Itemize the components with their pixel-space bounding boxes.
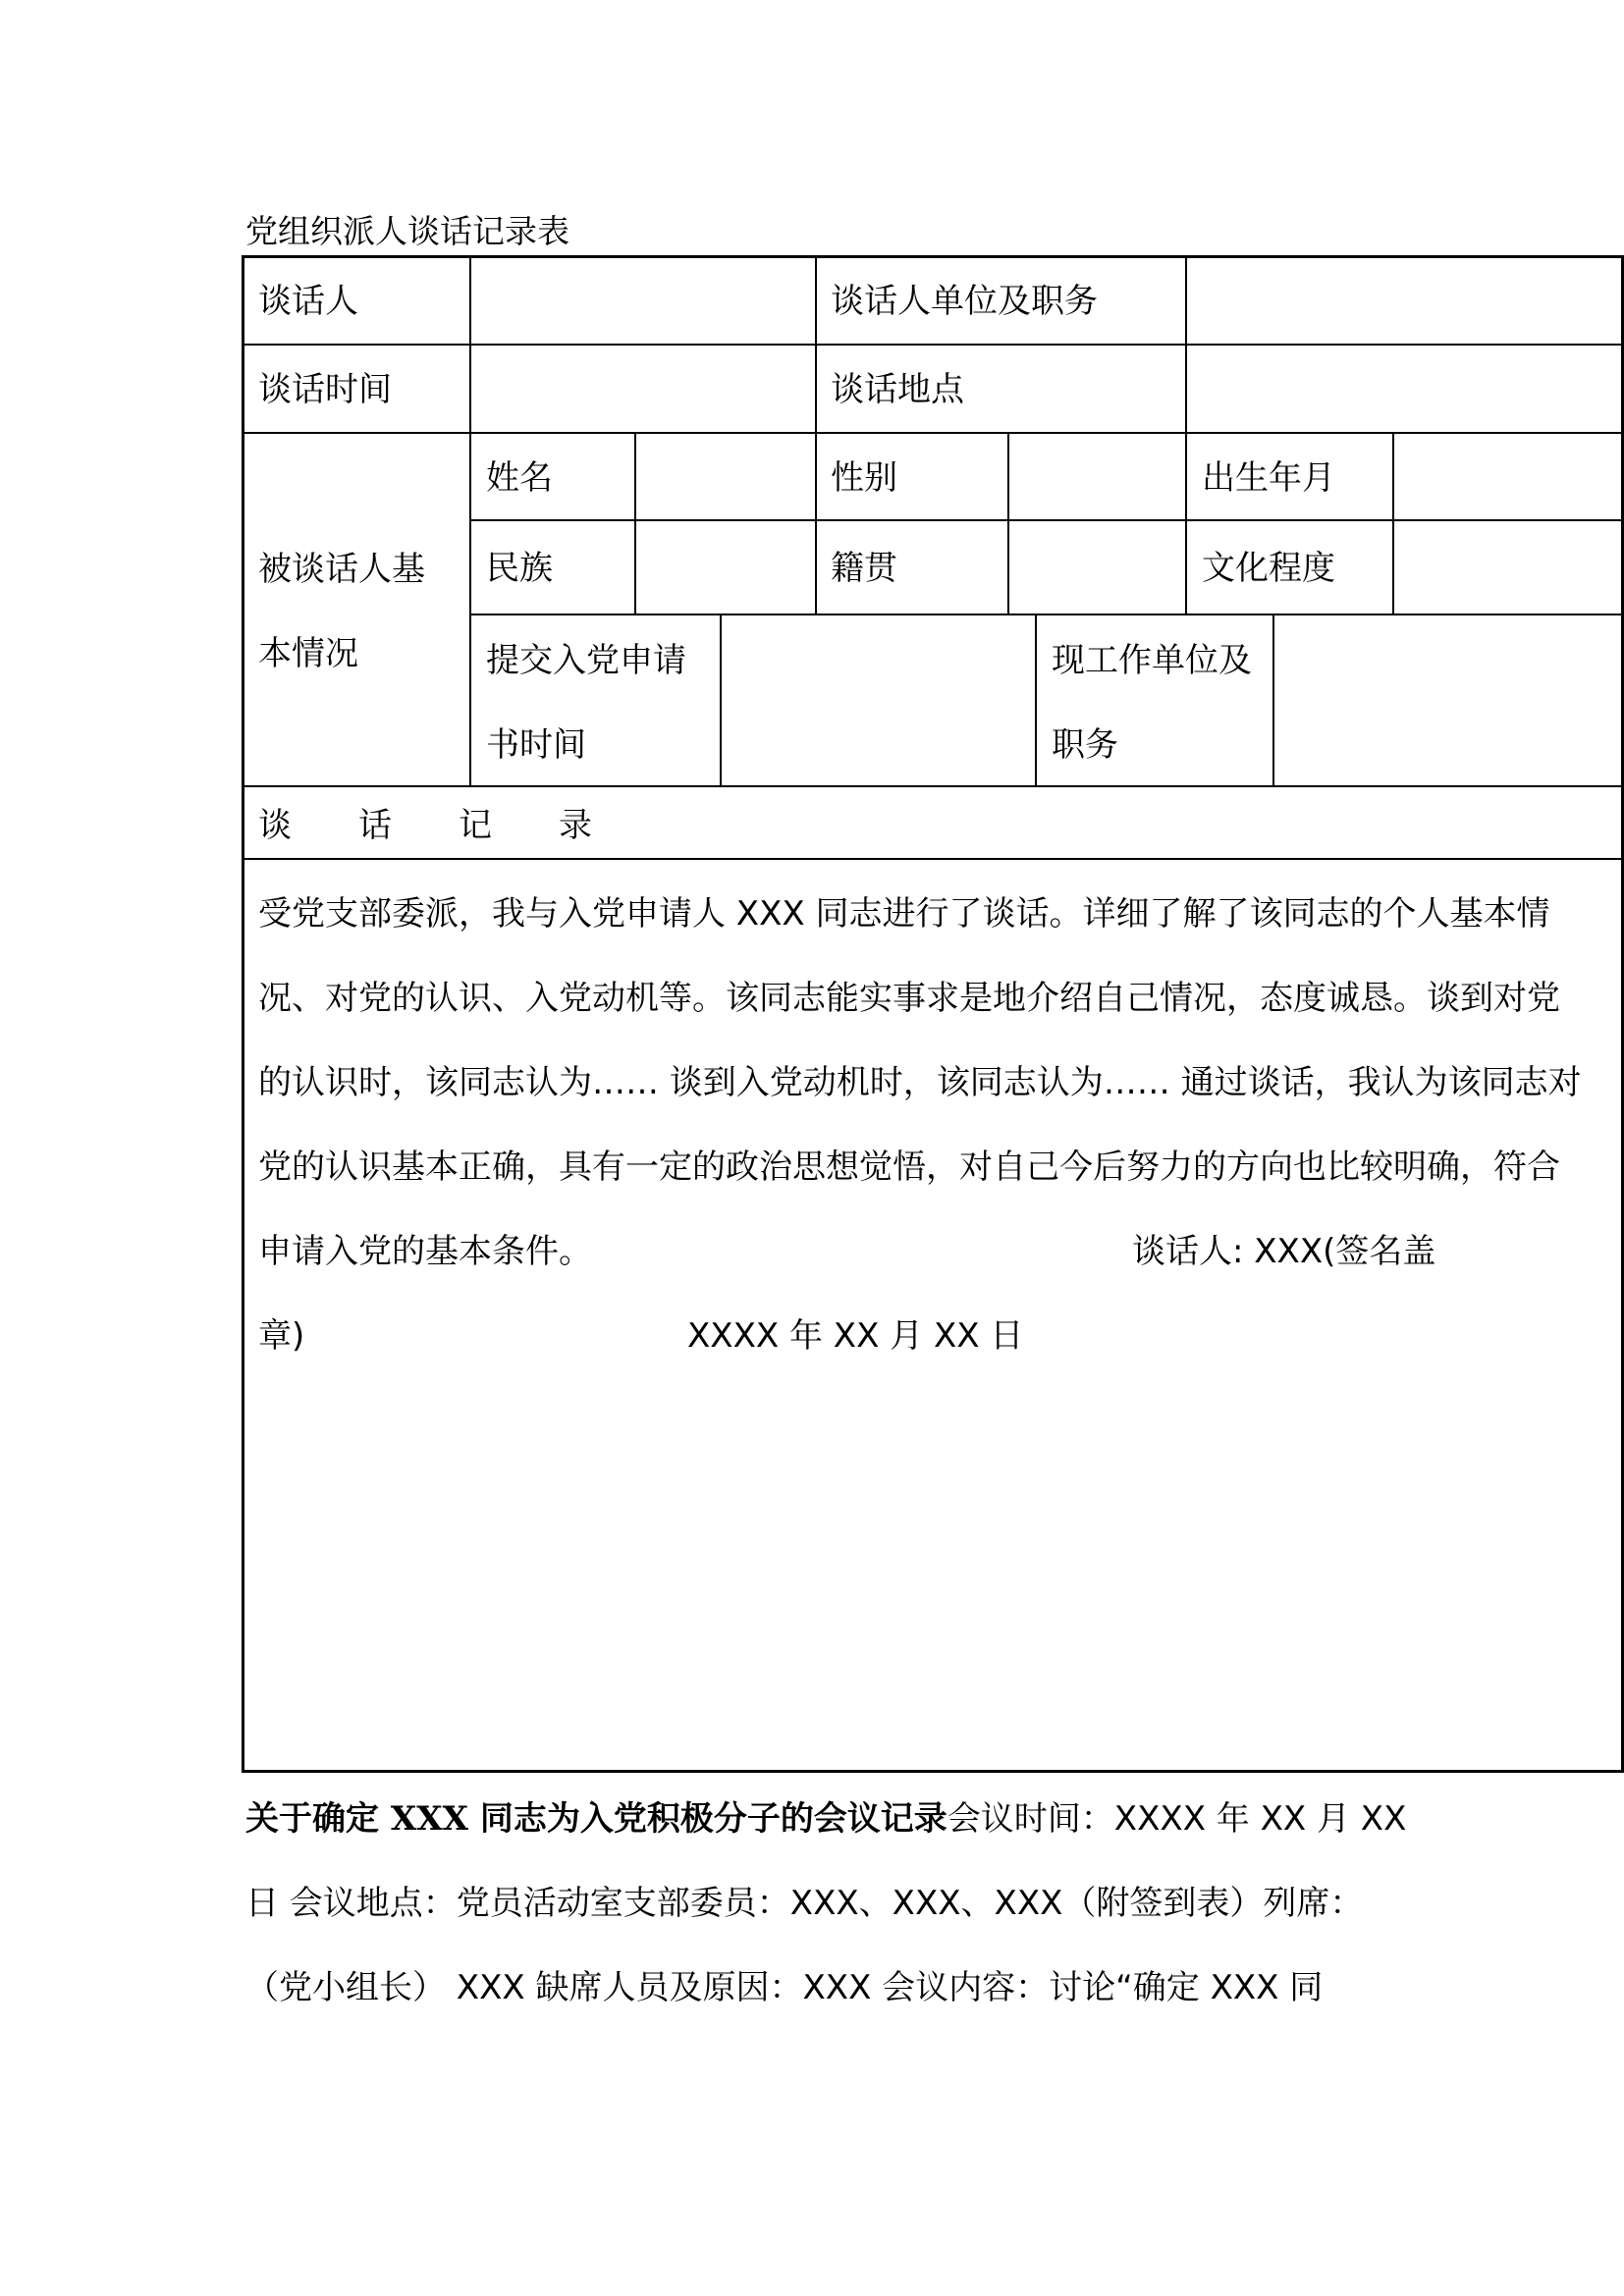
record-line (258, 1209, 1613, 1294)
name-label: 姓名 (486, 458, 553, 498)
record-line (258, 1294, 1613, 1378)
interviewee-group-label-line1: 被谈话人基 (258, 550, 425, 589)
row-divider (470, 519, 1624, 521)
col-divider (469, 255, 471, 786)
record-date: XXXX 年 XX 月 XX 日 (687, 1316, 1024, 1356)
record-conclusion: 申请入党的基本条件。 (258, 1232, 592, 1271)
interview-place-label: 谈话地点 (831, 370, 964, 409)
gender-label: 性别 (831, 458, 897, 498)
record-line: 况、对党的认识、入党动机等。该同志能实事求是地介绍自己情况，态度诚恳。谈到对党 (258, 979, 1560, 1018)
col-divider (1035, 614, 1037, 786)
paragraph-line: （党小组长） XXX 缺席人员及原因：XXX 会议内容：讨论“确定 XXX 同 (245, 1968, 1324, 2007)
page-title: 党组织派人谈话记录表 (245, 212, 569, 250)
col-divider (1185, 255, 1187, 615)
origin-label: 籍贯 (831, 549, 897, 588)
meeting-record-heading: 关于确定 XXX 同志为入党积极分子的会议记录 (245, 1799, 947, 1839)
meeting-record-paragraph (245, 1777, 1522, 2030)
interviewer-label: 谈话人 (258, 282, 358, 321)
table-left-border (242, 255, 244, 1773)
col-divider (720, 614, 722, 786)
row-divider (470, 614, 1624, 615)
signature-label: 谈话人: XXX(签名盖 (1132, 1232, 1436, 1271)
row-divider (242, 344, 1624, 346)
paragraph-line: 日 会议地点：党员活动室支部委员：XXX、XXX、XXX（附签到表）列席： (245, 1884, 1364, 1923)
record-line: 党的认识基本正确，具有一定的政治思想觉悟，对自己今后努力的方向也比较明确，符合 (258, 1148, 1560, 1187)
interviewer-unit-label: 谈话人单位及职务 (831, 282, 1098, 321)
col-divider (1007, 432, 1009, 615)
table-top-border (242, 255, 1624, 258)
record-header: 谈 话 记 录 (258, 806, 592, 845)
work-unit-label-line2: 职务 (1052, 725, 1118, 765)
record-line: 的认识时，该同志认为…… 谈到入党动机时，该同志认为…… 通过谈话，我认为该同志对 (258, 1063, 1582, 1102)
row-divider (242, 432, 1624, 434)
apply-time-label-line1: 提交入党申请 (486, 641, 686, 680)
ethnicity-label: 民族 (486, 549, 553, 588)
col-divider (1392, 432, 1394, 615)
education-label: 文化程度 (1202, 549, 1335, 588)
apply-time-label-line2: 书时间 (486, 725, 586, 765)
paragraph-line (245, 1777, 1522, 1861)
col-divider (1272, 614, 1274, 786)
signature-tail: 章) (258, 1316, 305, 1356)
meeting-time: 会议时间：XXXX 年 XX 月 XX (947, 1799, 1407, 1839)
work-unit-label-line1: 现工作单位及 (1052, 641, 1252, 680)
record-body (258, 872, 1613, 1378)
row-divider (242, 785, 1624, 787)
col-divider (634, 432, 636, 615)
table-bottom-border (242, 1770, 1624, 1773)
interview-time-label: 谈话时间 (258, 370, 392, 409)
row-divider (242, 858, 1624, 860)
interviewee-group-label-line2: 本情况 (258, 634, 358, 673)
birth-label: 出生年月 (1202, 458, 1335, 498)
col-divider (815, 255, 817, 615)
record-line: 受党支部委派，我与入党申请人 XXX 同志进行了谈话。详细了解了该同志的个人基本情 (258, 894, 1550, 934)
